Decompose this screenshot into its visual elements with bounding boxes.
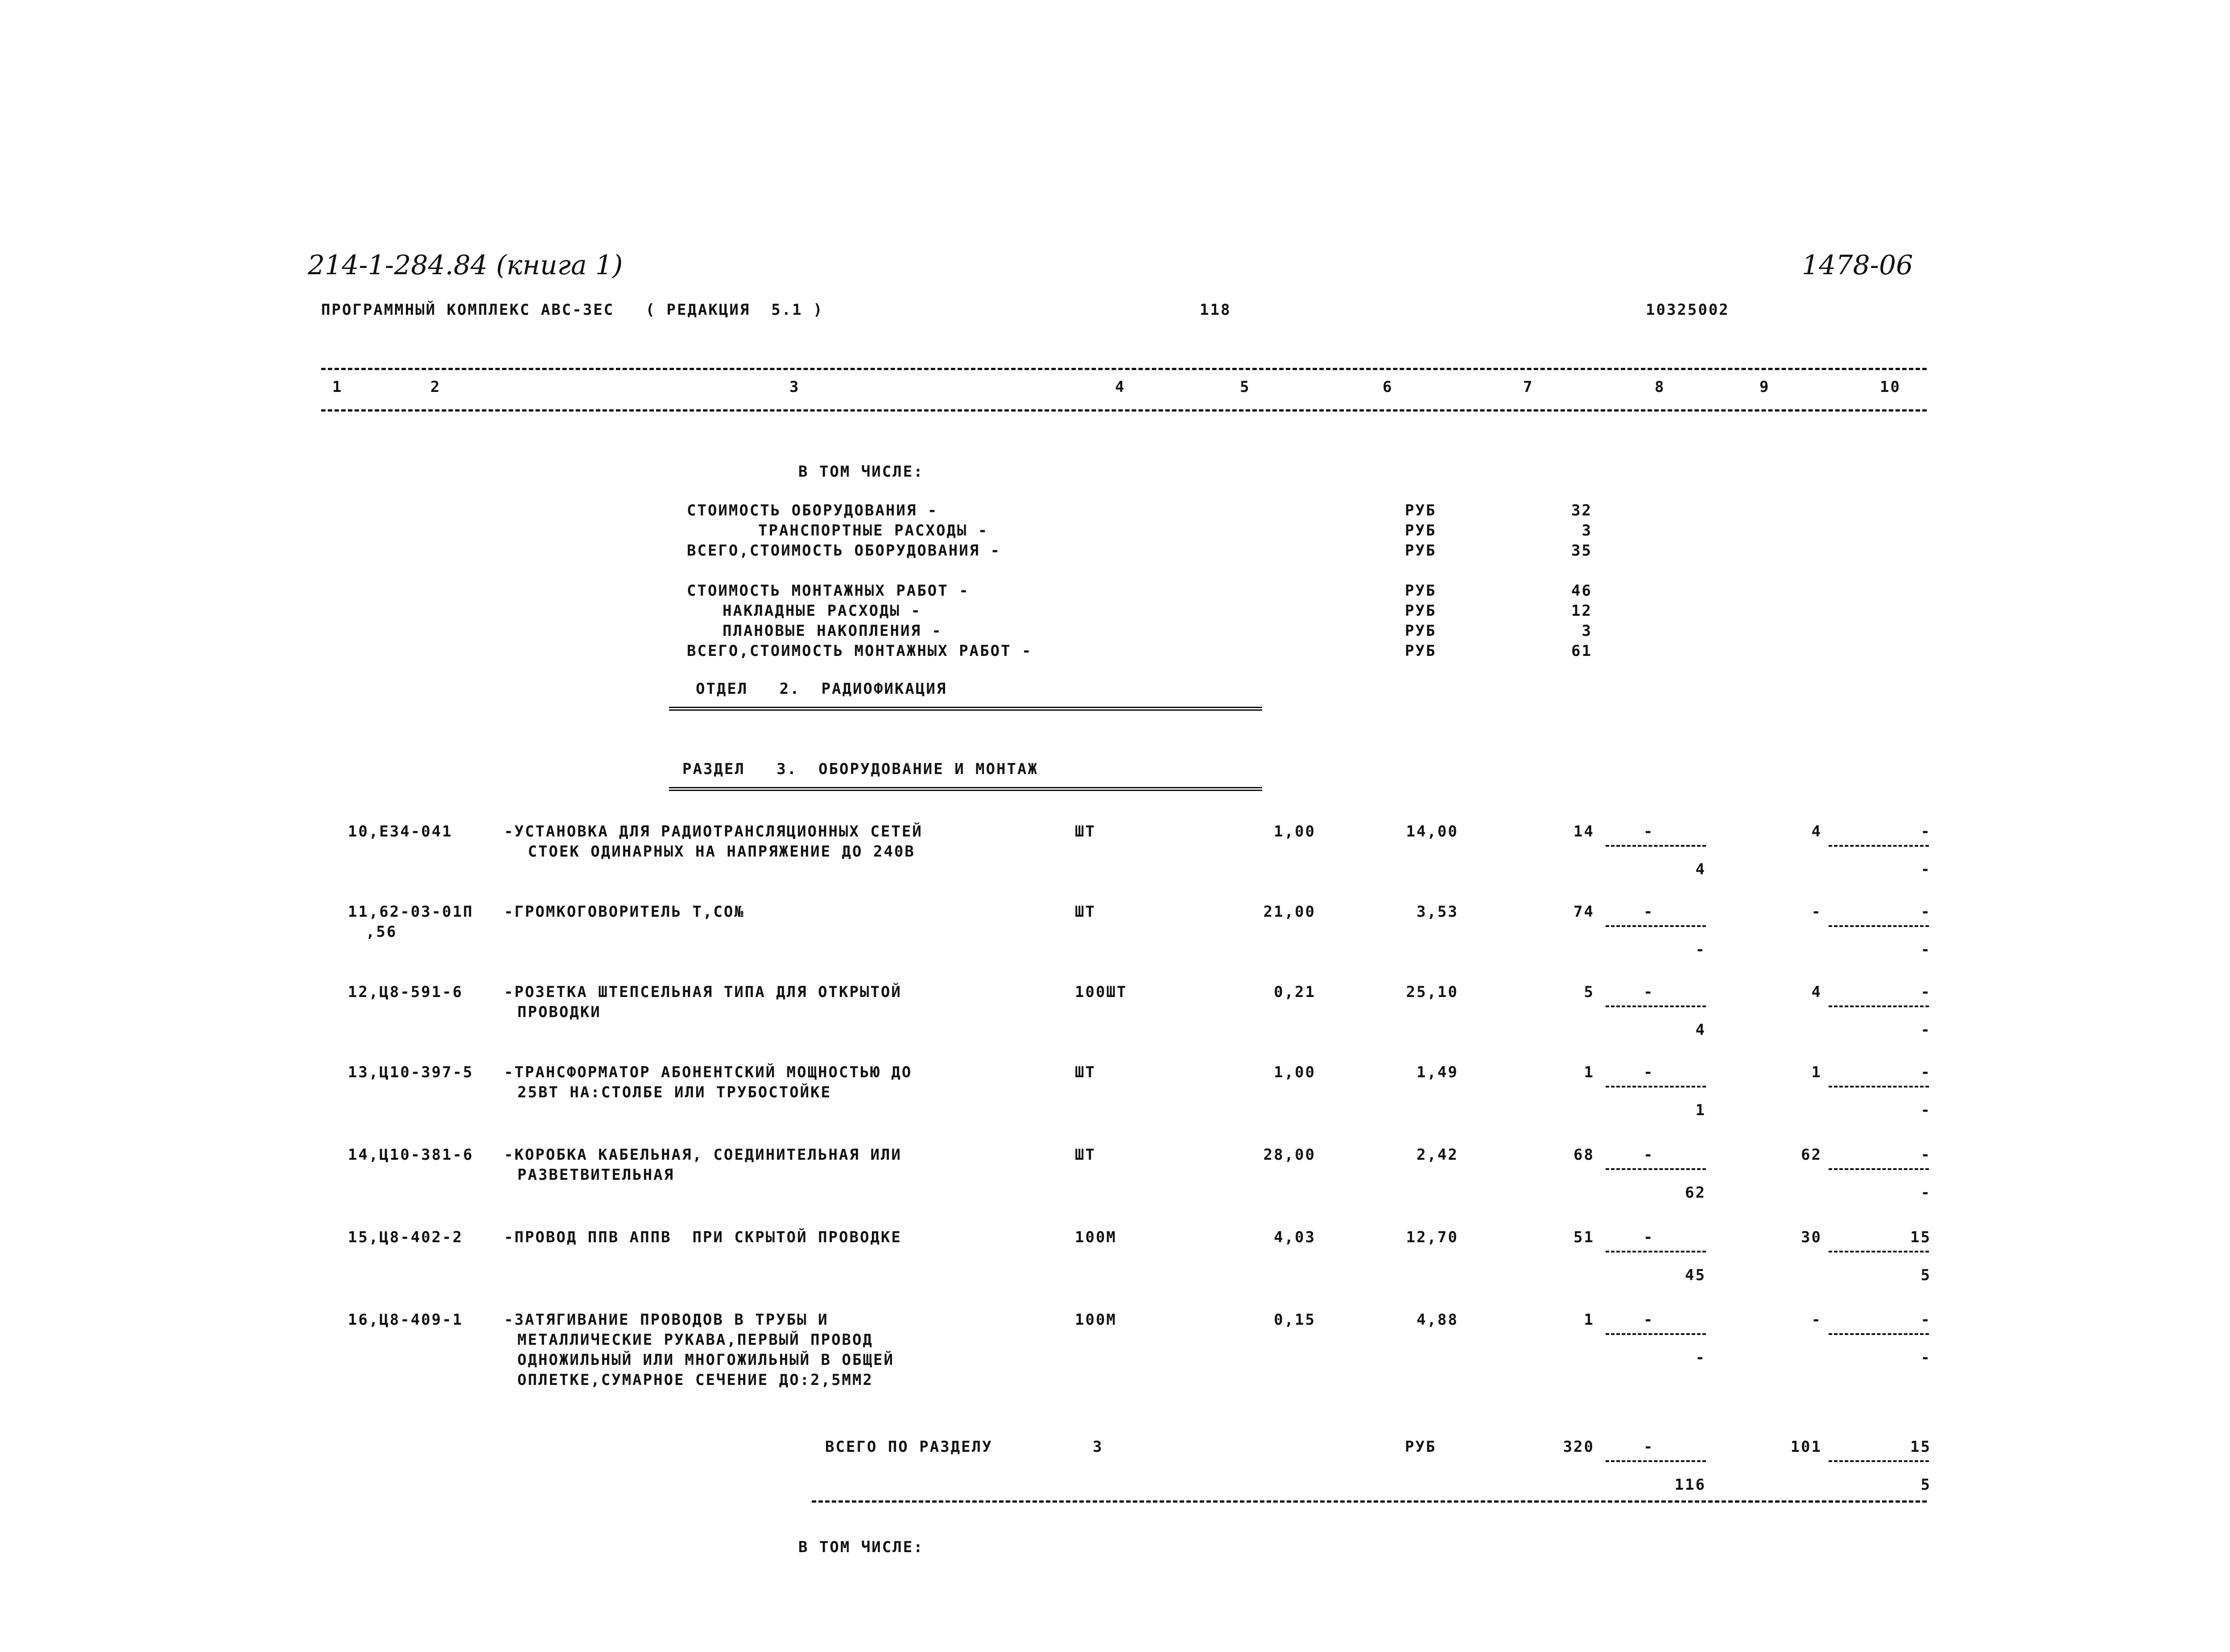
item-col8-bottom: - — [1695, 941, 1706, 959]
summary-label: НАКЛАДНЫЕ РАСХОДЫ - — [723, 602, 921, 620]
section-total-col8-divider — [1606, 1460, 1706, 1462]
summary-value: 35 — [1571, 542, 1592, 560]
item-code: 15,Ц8-402-2 — [348, 1228, 463, 1246]
item-col8-top: - — [1644, 1146, 1654, 1164]
item-total: 14 — [1573, 823, 1594, 840]
page-number: 118 — [1200, 301, 1231, 319]
item-col10-bottom: 5 — [1920, 1266, 1931, 1284]
summary-value: 12 — [1571, 602, 1592, 620]
item-quantity: 0,21 — [1274, 983, 1316, 1001]
item-name-line2: ПРОВОДКИ — [517, 1003, 601, 1021]
item-code: 10,Е34-041 — [348, 823, 453, 840]
section-total-rule — [812, 1500, 1927, 1503]
column-header-9: 9 — [1759, 378, 1770, 396]
column-header-1: 1 — [332, 378, 343, 396]
item-name-line1: -ЗАТЯГИВАНИЕ ПРОВОДОВ В ТРУБЫ И — [504, 1311, 829, 1329]
summary-label: ТРАНСПОРТНЫЕ РАСХОДЫ - — [758, 522, 989, 540]
item-col9: 62 — [1801, 1146, 1822, 1164]
item-unit-price: 12,70 — [1406, 1228, 1458, 1246]
summary-unit: РУБ — [1405, 642, 1437, 660]
item-name-line2: 25ВТ НА:СТОЛБЕ ИЛИ ТРУБОСТОЙКЕ — [517, 1083, 832, 1101]
column-header-4: 4 — [1115, 378, 1126, 396]
item-unit: ШТ — [1075, 823, 1096, 840]
summary-value: 3 — [1582, 622, 1592, 640]
item-col8-divider — [1606, 845, 1706, 847]
item-col10-divider — [1829, 1086, 1929, 1088]
summary-label: ВСЕГО,СТОИМОСТЬ ОБОРУДОВАНИЯ - — [687, 542, 1001, 560]
summary-unit: РУБ — [1405, 542, 1437, 560]
column-header-5: 5 — [1240, 378, 1251, 396]
item-quantity: 1,00 — [1274, 823, 1316, 840]
item-unit-price: 4,88 — [1416, 1311, 1458, 1329]
item-unit: ШТ — [1075, 1063, 1096, 1081]
column-header-2: 2 — [430, 378, 441, 396]
item-quantity: 28,00 — [1263, 1146, 1316, 1164]
item-col8-top: - — [1644, 1311, 1654, 1329]
summary-unit: РУБ — [1405, 502, 1437, 519]
summary-label: ВСЕГО,СТОИМОСТЬ МОНТАЖНЫХ РАБОТ - — [687, 642, 1032, 660]
summary-title: В ТОМ ЧИСЛЕ: — [798, 463, 924, 481]
item-col8-bottom: 1 — [1695, 1101, 1706, 1119]
item-unit: ШТ — [1075, 903, 1096, 921]
item-col10-top: - — [1920, 1311, 1931, 1329]
column-header-6: 6 — [1383, 378, 1393, 396]
item-col10-divider — [1829, 1005, 1929, 1007]
item-col10-top: 15 — [1910, 1228, 1931, 1246]
item-col10-bottom: - — [1920, 941, 1931, 959]
item-unit: 100М — [1075, 1311, 1117, 1329]
section-total-unit: РУБ — [1405, 1438, 1437, 1456]
footer-title: В ТОМ ЧИСЛЕ: — [798, 1538, 924, 1556]
item-col10-top: - — [1920, 983, 1931, 1001]
department-title: ОТДЕЛ 2. РАДИОФИКАЦИЯ — [696, 680, 947, 698]
column-header-7: 7 — [1523, 378, 1534, 396]
column-header-3: 3 — [789, 378, 800, 396]
item-col8-top: - — [1644, 903, 1654, 921]
summary-label: СТОИМОСТЬ МОНТАЖНЫХ РАБОТ - — [687, 582, 970, 600]
item-unit-price: 14,00 — [1406, 823, 1458, 840]
item-col9: 4 — [1811, 823, 1822, 840]
item-col9: - — [1811, 1311, 1822, 1329]
item-name-line1: -КОРОБКА КАБЕЛЬНАЯ, СОЕДИНИТЕЛЬНАЯ ИЛИ — [504, 1146, 902, 1164]
item-col8-bottom: 62 — [1685, 1184, 1706, 1202]
summary-unit: РУБ — [1405, 582, 1437, 600]
item-col8-divider — [1606, 1251, 1706, 1252]
item-col8-top: - — [1644, 1063, 1654, 1081]
item-col10-top: - — [1920, 1146, 1931, 1164]
item-name-line2: СТОЕК ОДИНАРНЫХ НА НАПРЯЖЕНИЕ ДО 240В — [517, 843, 915, 861]
item-quantity: 1,00 — [1274, 1063, 1316, 1081]
item-name-line1: -ГРОМКОГОВОРИТЕЛЬ Т,СО№ — [504, 903, 745, 921]
item-code: 14,Ц10-381-6 — [348, 1146, 474, 1164]
section-total-label: ВСЕГО ПО РАЗДЕЛУ — [825, 1438, 993, 1456]
summary-label: ПЛАНОВЫЕ НАКОПЛЕНИЯ - — [723, 622, 942, 640]
section-total-col8-top: - — [1644, 1438, 1654, 1456]
item-col8-bottom: 45 — [1685, 1266, 1706, 1284]
item-unit-price: 25,10 — [1406, 983, 1458, 1001]
summary-value: 32 — [1571, 502, 1592, 519]
item-total: 74 — [1573, 903, 1594, 921]
item-col9: 1 — [1811, 1063, 1822, 1081]
section-total-col8-bottom: 116 — [1674, 1476, 1706, 1494]
item-name-line1: -РОЗЕТКА ШТЕПСЕЛЬНАЯ ТИПА ДЛЯ ОТКРЫТОЙ — [504, 983, 902, 1001]
item-unit-price: 3,53 — [1416, 903, 1458, 921]
item-col8-divider — [1606, 925, 1706, 927]
item-col8-divider — [1606, 1005, 1706, 1007]
item-unit-price: 1,49 — [1416, 1063, 1458, 1081]
item-unit: 100ШТ — [1075, 983, 1127, 1001]
item-col8-bottom: - — [1695, 1349, 1706, 1367]
item-col10-divider — [1829, 845, 1929, 847]
item-col9: 4 — [1811, 983, 1822, 1001]
item-col10-bottom: - — [1920, 1101, 1931, 1119]
summary-value: 3 — [1582, 522, 1592, 540]
item-code: 12,Ц8-591-6 — [348, 983, 463, 1001]
item-col8-divider — [1606, 1168, 1706, 1170]
item-col10-top: - — [1920, 903, 1931, 921]
summary-value: 46 — [1571, 582, 1592, 600]
section-total-col10-divider — [1829, 1460, 1929, 1462]
section-total-col9: 101 — [1790, 1438, 1822, 1456]
item-col10-bottom: - — [1920, 1184, 1931, 1202]
item-name-line2: МЕТАЛЛИЧЕСКИЕ РУКАВА,ПЕРВЫЙ ПРОВОД — [517, 1331, 873, 1349]
item-col8-top: - — [1644, 983, 1654, 1001]
section-total-col10-top: 15 — [1910, 1438, 1931, 1456]
summary-label: СТОИМОСТЬ ОБОРУДОВАНИЯ - — [687, 502, 938, 519]
header-rule-bottom — [321, 409, 1927, 412]
item-total: 51 — [1573, 1228, 1594, 1246]
item-name-line2: РАЗВЕТВИТЕЛЬНАЯ — [517, 1166, 675, 1184]
item-col8-top: - — [1644, 1228, 1654, 1246]
item-col8-divider — [1606, 1086, 1706, 1088]
item-col8-bottom: 4 — [1695, 1021, 1706, 1039]
item-col10-bottom: - — [1920, 1349, 1931, 1367]
summary-unit: РУБ — [1405, 622, 1437, 640]
item-name-line4: ОПЛЕТКЕ,СУМАРНОЕ СЕЧЕНИЕ ДО:2,5ММ2 — [517, 1371, 873, 1389]
item-total: 1 — [1584, 1063, 1594, 1081]
item-unit: ШТ — [1075, 1146, 1096, 1164]
item-code-cont: ,56 — [366, 923, 397, 941]
item-unit: 100М — [1075, 1228, 1117, 1246]
department-underline — [669, 707, 1262, 711]
handwritten-sheet-number: 1478-06 — [1802, 250, 1913, 281]
item-code: 11,62-03-01П — [348, 903, 474, 921]
item-col9: 30 — [1801, 1228, 1822, 1246]
column-header-8: 8 — [1655, 378, 1665, 396]
item-total: 1 — [1584, 1311, 1594, 1329]
item-col10-bottom: - — [1920, 1021, 1931, 1039]
section-total-number: 3 — [1093, 1438, 1103, 1456]
item-name-line1: -ПРОВОД ППВ АППВ ПРИ СКРЫТОЙ ПРОВОДКЕ — [504, 1228, 902, 1246]
item-unit-price: 2,42 — [1416, 1146, 1458, 1164]
item-total: 68 — [1573, 1146, 1594, 1164]
item-quantity: 4,03 — [1274, 1228, 1316, 1246]
summary-value: 61 — [1571, 642, 1592, 660]
item-col10-divider — [1829, 925, 1929, 927]
item-name-line3: ОДНОЖИЛЬНЫЙ ИЛИ МНОГОЖИЛЬНЫЙ В ОБЩЕЙ — [517, 1351, 894, 1369]
program-line: ПРОГРАММНЫЙ КОМПЛЕКС АВС-ЗЕС ( РЕДАКЦИЯ 5.1 ) — [321, 301, 824, 319]
item-col10-divider — [1829, 1168, 1929, 1170]
item-name-line1: -ТРАНСФОРМАТОР АБОНЕНТСКИЙ МОЩНОСТЬЮ ДО — [504, 1063, 913, 1081]
summary-unit: РУБ — [1405, 522, 1437, 540]
item-name-line1: -УСТАНОВКА ДЛЯ РАДИОТРАНСЛЯЦИОННЫХ СЕТЕЙ — [504, 823, 923, 840]
item-code: 13,Ц10-397-5 — [348, 1063, 474, 1081]
section-total-sum: 320 — [1563, 1438, 1594, 1456]
item-col9: - — [1811, 903, 1822, 921]
item-col10-divider — [1829, 1333, 1929, 1335]
item-col10-top: - — [1920, 823, 1931, 840]
item-total: 5 — [1584, 983, 1594, 1001]
document-number: 10325002 — [1646, 301, 1730, 319]
column-header-10: 10 — [1880, 378, 1901, 396]
item-quantity: 21,00 — [1263, 903, 1316, 921]
item-col8-bottom: 4 — [1695, 861, 1706, 878]
header-rule-top — [321, 368, 1927, 370]
item-col10-top: - — [1920, 1063, 1931, 1081]
item-col8-divider — [1606, 1333, 1706, 1335]
item-col10-divider — [1829, 1251, 1929, 1252]
item-quantity: 0,15 — [1274, 1311, 1316, 1329]
section-title: РАЗДЕЛ 3. ОБОРУДОВАНИЕ И МОНТАЖ — [682, 760, 1038, 778]
item-col8-top: - — [1644, 823, 1654, 840]
item-col10-bottom: - — [1920, 861, 1931, 878]
handwritten-code: 214-1-284.84 (книга 1) — [308, 250, 623, 281]
section-total-col10-bottom: 5 — [1920, 1476, 1931, 1494]
summary-unit: РУБ — [1405, 602, 1437, 620]
section-underline — [669, 787, 1262, 791]
item-code: 16,Ц8-409-1 — [348, 1311, 463, 1329]
